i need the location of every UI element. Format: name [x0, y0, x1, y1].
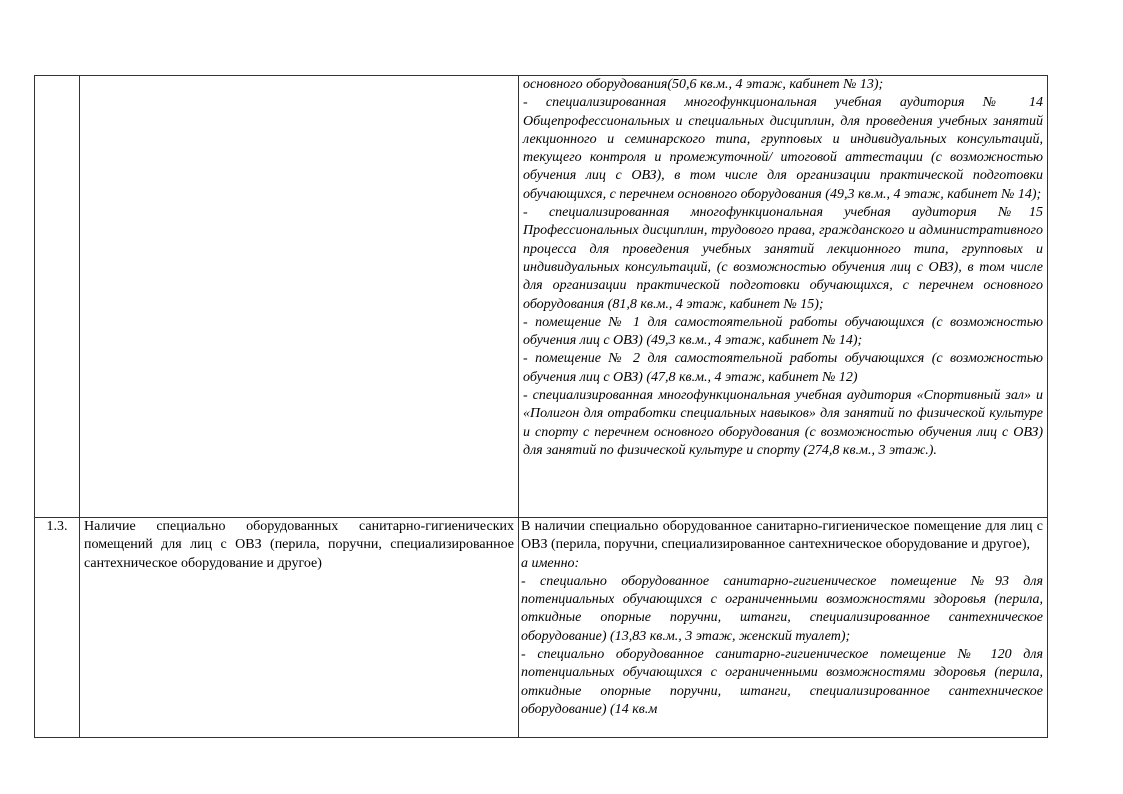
description-content — [521, 518, 1043, 737]
table-row — [35, 76, 1048, 518]
row-description-cell — [519, 76, 1048, 518]
description-paragraph: - специализированная многофункциональная учебная аудитория №15 Профессиональных дисциплин, трудового права, гражданского и административного процесса для проведения учебных занятий лекционного типа, групповых и индивидуальных консультаций, (с возможностью обучения лиц с ОВЗ), в том числе для организации практической подготовки обучающихся, с перечнем основного оборудования (81,8 кв.м., 4 этаж, кабинет № 15); — [523, 205, 1043, 312]
description-paragraph: - специализированная многофункциональная учебная аудитория № 14 Общепрофессиональных и специальных дисциплин, для проведения учебных занятий лекционного и семинарского типа, групповых и индивидуальных консультаций, текущего контроля и промежуточной/ итоговой аттестации (с возможностью обучения лиц с ОВЗ), в том числе для организации практической подготовки обучающихся, с перечнем основного оборудования (49,3 кв.м., 4 этаж, кабинет № 14); — [523, 95, 1043, 202]
description-paragraph: - помещение № 1 для самостоятельной работы обучающихся (с возможностью обучения лиц с ОВЗ) (49,3 кв.м., 4 этаж, кабинет № 14); — [523, 314, 1043, 349]
description-subheading: а именно: — [521, 555, 580, 571]
row-name-text: Наличие специально оборудованных санитарно-гигиенических помещений для лиц с ОВЗ (перила, поручни, специализированное сантехническое оборудование и другое) — [84, 519, 514, 571]
row-number-cell: 1.3. — [35, 518, 80, 738]
facilities-table — [34, 75, 1048, 738]
row-name-cell — [80, 76, 519, 518]
description-intro: В наличии специально оборудованное санитарно-гигиеническое помещение для лиц с ОВЗ (перила, поручни, специализированное сантехническое оборудование и другое), — [521, 519, 1043, 553]
row-number-cell — [35, 76, 80, 518]
description-paragraph: основного оборудования(50,6 кв.м., 4 этаж, кабинет № 13); — [523, 77, 884, 92]
description-paragraph: - специально оборудованное санитарно-гигиеническое помещение № 120 для потенциальных обучающихся с ограниченными возможностями здоровья (перила, откидные опорные поручни, штанги, специализированное сантехническое оборудование) (14 кв.м — [521, 647, 1043, 717]
table-row — [35, 518, 1048, 738]
description-paragraph: - специально оборудованное санитарно-гигиеническое помещение №93 для потенциальных обучающихся с ограниченными возможностями здоровья (перила, откидные опорные поручни, штанги, специализированное сантехническое оборудование) (13,83 кв.м., 3 этаж, женский туалет); — [521, 573, 1043, 644]
description-paragraph: - помещение № 2 для самостоятельной работы обучающихся (с возможностью обучения лиц с ОВЗ) (47,8 кв.м., 4 этаж, кабинет № 12) — [523, 351, 1043, 385]
description-paragraph: - специализированная многофункциональная учебная аудитория «Спортивный зал» и «Полигон для отработки специальных навыков» для занятий по физической культуре и спорту с перечнем основного оборудования (с возможностью обучения лиц с ОВЗ) для занятий по физической культуре и спорту (274,8 кв.м., 3 этаж.). — [523, 388, 1043, 458]
row-description-cell — [519, 518, 1048, 738]
row-name-cell — [80, 518, 519, 738]
